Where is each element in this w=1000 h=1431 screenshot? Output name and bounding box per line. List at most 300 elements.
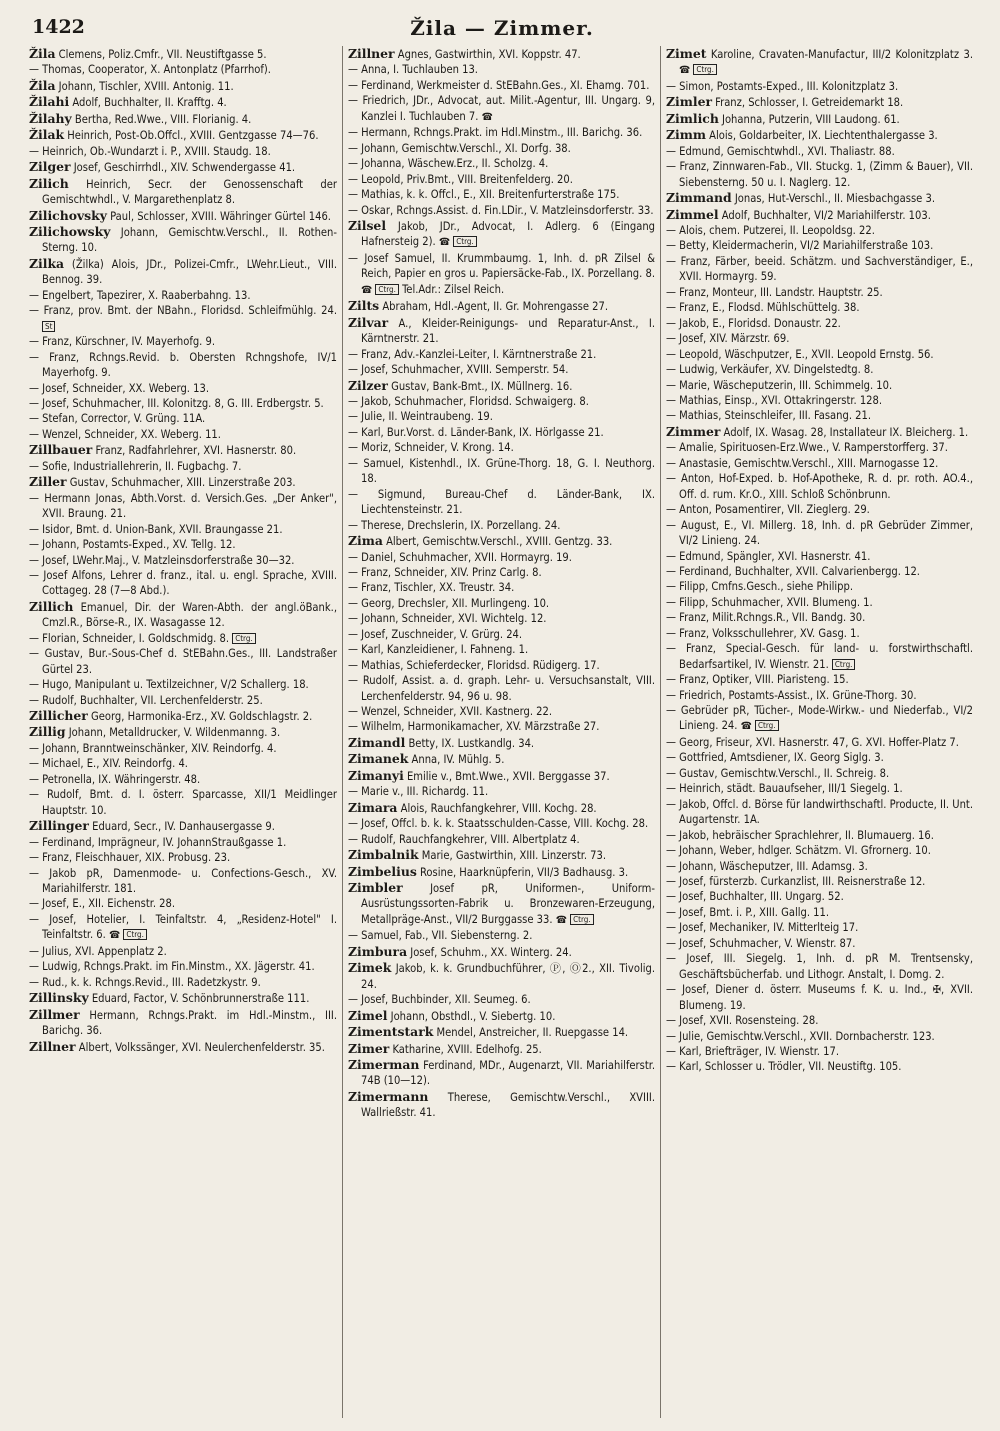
entry-surname: Zilzer [348, 377, 388, 393]
directory-entry [666, 111, 973, 127]
directory-entry [348, 487, 655, 518]
directory-entry [666, 440, 973, 455]
directory-entry [666, 982, 973, 1013]
entry-surname: Žilak [29, 127, 65, 143]
directory-entry [348, 315, 655, 347]
entry-text: Abraham, Hdl.-Agent, II. Gr. Mohrengasse 27. [379, 300, 609, 314]
directory-entry [348, 141, 655, 156]
entry-surname: Zilka [29, 255, 65, 271]
directory-entry [666, 347, 973, 362]
directory-entry [29, 959, 337, 974]
directory-entry [348, 580, 655, 595]
directory-entry [29, 756, 337, 771]
entry-text: — Thomas, Cooperator, X. Antonplatz (Pfarrhof). [29, 63, 271, 77]
entry-text: Clemens, Poliz.Cmfr., VII. Neustiftgasse 5. [55, 48, 267, 61]
directory-entry [29, 693, 337, 708]
entry-text: Franz, Schlosser, I. Getreidemarkt 18. [711, 96, 904, 110]
directory-entry [29, 62, 337, 77]
entry-surname: Zimer [348, 1040, 390, 1056]
directory-entry [29, 631, 337, 646]
telephone-icon: ☎ [481, 111, 493, 123]
entry-text: Paul, Schlosser, XVIII. Währinger Gürtel 146. [106, 209, 331, 223]
entry-surname: Zimmand [666, 190, 732, 206]
entry-text: Gustav, Bank-Bmt., IX. Müllnerg. 16. [387, 379, 573, 393]
directory-entry [348, 394, 655, 409]
entry-text: Betty, IX. Lustkandlg. 34. [405, 736, 535, 750]
entry-surname: Žila [29, 77, 56, 93]
entry-surname: Zimel [348, 1007, 388, 1023]
directory-entry [348, 362, 655, 377]
directory-entry [29, 159, 337, 175]
entry-surname: Zillinger [29, 818, 89, 834]
directory-entry [29, 144, 337, 159]
entry-text: — Simon, Postamts-Exped., III. Kolonitzplatz 3. [666, 79, 899, 93]
directory-entry [29, 568, 337, 599]
entry-surname: Zimmel [666, 206, 719, 222]
entry-text: — Franz, Special-Gesch. für land- u. forstwirthschaftl. Bedarfsartikel, IV. Wienstr. 21. [666, 642, 973, 671]
entry-text: — Rudolf, Rauchfangkehrer, VIII. Albertplatz 4. [348, 832, 580, 846]
entry-text: — Johann, Schneider, XVI. Wichtelg. 12. [348, 612, 547, 626]
entry-text: — Josef, Hotelier, I. Teinfaltstr. 4, „Residenz-Hotel" I. Teinfaltstr. 6. [29, 912, 337, 942]
directory-entry [348, 125, 655, 140]
directory-entry [666, 94, 973, 110]
entry-text: Josef pR, Uniformen-, Uniform-Ausrüstungssorten-Fabrik u. Bronzewaren-Erzeugung, Metallpräge-Anst., VII/2 Burggasse 33. [361, 882, 655, 926]
directory-entry [29, 975, 337, 990]
entry-text: — Franz, Färber, beeid. Schätzm. und Sachverständiger, E., XVII. Hormayrg. 59. [666, 254, 973, 284]
directory-entry [29, 411, 337, 426]
entry-text: Johann, Gemischtw.Verschl., II. Rothen-Sterng. 10. [42, 225, 337, 255]
entry-text: — Franz, Fleischhauer, XIX. Probusg. 23. [29, 851, 231, 865]
entry-text: — Filipp, Schuhmacher, XVII. Blumeng. 1. [666, 595, 873, 609]
entry-text: Jonas, Hut-Verschl., II. Miesbachgasse 3. [731, 192, 935, 206]
entry-text: — Hermann Jonas, Abth.Vorst. d. Versich.Ges. „Der Anker", XVII. Braung. 21. [29, 491, 337, 521]
phone-mark: Ctrg. [232, 633, 256, 644]
entry-text: — Julie, Gemischtw.Verschl., XVII. Dornbacherstr. 123. [666, 1029, 935, 1043]
directory-entry [29, 78, 337, 94]
directory-entry [666, 316, 973, 331]
entry-text: — Anton, Posamentirer, VII. Zieglerg. 29. [666, 503, 870, 517]
directory-entry [29, 303, 337, 334]
directory-entry [666, 456, 973, 471]
entry-surname: Zimandl [348, 734, 406, 750]
directory-entry [666, 207, 973, 223]
directory-entry [29, 818, 337, 834]
entry-text: — Betty, Kleidermacherin, VI/2 Mariahilferstraße 103. [666, 239, 934, 253]
entry-text: — Edmund, Gemischtwhdl., XVI. Thaliastr. 88. [666, 144, 895, 158]
directory-entry [348, 550, 655, 565]
entry-surname: Zimm [666, 127, 706, 143]
directory-entry [348, 1041, 655, 1057]
directory-entry [348, 960, 655, 992]
entry-text: — Gustav, Gemischtw.Verschl., II. Schreig. 8. [666, 766, 890, 780]
directory-entry [348, 673, 655, 704]
directory-entry [29, 381, 337, 396]
directory-entry [29, 553, 337, 568]
directory-entry [348, 533, 655, 549]
entry-surname: Zillmer [29, 1006, 80, 1022]
entry-text: — Josef, E., XII. Eichenstr. 28. [29, 897, 176, 911]
directory-entry [348, 93, 655, 125]
phone-mark: Ctrg. [755, 720, 779, 731]
entry-surname: Zilger [29, 159, 71, 175]
telephone-icon: ☎ [740, 721, 752, 733]
telephone-icon: ☎ [438, 237, 451, 249]
directory-entry [29, 646, 337, 677]
directory-entry [666, 408, 973, 423]
entry-text: — Julius, XVI. Appenplatz 2. [29, 944, 167, 958]
entry-text: — Karl, Kanzleidiener, I. Fahneng. 1. [348, 643, 529, 657]
entry-text: — Ferdinand, Werkmeister d. StEBahn.Ges., XI. Ehamg. 701. [348, 78, 650, 92]
phone-mark: Ctrg. [570, 914, 594, 925]
entry-text: — Karl, Briefträger, IV. Wienstr. 17. [666, 1045, 839, 1058]
entry-text: Adolf, Buchhalter, II. Krafftg. 4. [69, 96, 227, 110]
entry-text: — Oskar, Rchngs.Assist. d. Fin.LDir., V. Matzleinsdorferstr. 33. [348, 203, 654, 217]
entry-text: — Franz, Rchngs.Revid. b. Obersten Rchngshofe, IV/1 Mayerhofg. 9. [29, 350, 337, 380]
entry-text: Agnes, Gastwirthin, XVI. Koppstr. 47. [394, 48, 581, 61]
entry-text: — Filipp, Cmfns.Gesch., siehe Philipp. [666, 580, 853, 594]
entry-text: — August, E., VI. Millerg. 18, Inh. d. pR Gebrüder Zimmer, VI/2 Linieng. 24. [666, 518, 973, 548]
directory-entry [666, 518, 973, 549]
directory-entry [348, 347, 655, 362]
entry-text: — Marie v., III. Richardg. 11. [348, 785, 489, 799]
entry-surname: Zimentstark [348, 1024, 434, 1040]
directory-entry [29, 741, 337, 756]
directory-entry [29, 944, 337, 959]
entry-text: — Josef, LWehr.Maj., V. Matzleinsdorferstraße 30—32. [29, 553, 295, 567]
entry-surname: Žila [29, 46, 56, 61]
entry-text: — Franz, prov. Bmt. der NBahn., Floridsd. Schleifmühlg. 24. [29, 304, 337, 318]
directory-entry [348, 611, 655, 626]
entry-text: — Sofie, Industriallehrerin, II. Fugbachg. 7. [29, 459, 242, 473]
directory-entry [348, 156, 655, 171]
entry-surname: Zimlich [666, 110, 719, 126]
directory-entry [348, 1089, 655, 1121]
directory-entry [348, 768, 655, 784]
entry-text: — Stefan, Corrector, V. Grüng. 11A. [29, 412, 206, 426]
directory-entry [666, 843, 973, 858]
directory-entry [348, 627, 655, 642]
column-right [660, 46, 978, 1418]
entry-text: — Johanna, Wäschew.Erz., II. Scholzg. 4. [348, 157, 549, 171]
entry-text: — Johann, Postamts-Exped., XV. Tellg. 12. [29, 538, 236, 552]
entry-text: — Samuel, Kistenhdl., IX. Grüne-Thorg. 18, G. I. Neuthorg. 18. [348, 456, 655, 486]
entry-text: — Johann, Gemischtw.Verschl., XI. Dorfg. 38. [348, 141, 571, 155]
entry-surname: Zimbler [348, 880, 403, 896]
phone-mark: Ctrg. [832, 659, 856, 670]
directory-entry [29, 396, 337, 411]
entry-text: — Anton, Hof-Exped. b. Hof-Apotheke, R. d. pr. roth. AO.4., Off. d. rum. Kr.O., XIII. Schloß Schönbrunn. [666, 472, 973, 501]
entry-text: — Wenzel, Schneider, XX. Weberg. 11. [29, 427, 221, 441]
directory-entry [29, 427, 337, 442]
entry-surname: Zilts [348, 298, 380, 314]
directory-entry [29, 111, 337, 127]
entry-text: — Karl, Schlosser u. Trödler, VII. Neustiftg. 105. [666, 1060, 902, 1074]
directory-entry [348, 816, 655, 831]
directory-entry [29, 459, 337, 474]
entry-text: — Josef, III. Siegelg. 1, Inh. d. pR M. Trentsensky, Geschäftsbücherfab. und Lithogr. Anstalt, I. Domg. 2. [666, 952, 973, 981]
directory-entry [29, 912, 337, 944]
entry-text: Johann, Obsthdl., V. Siebertg. 10. [387, 1009, 556, 1023]
directory-entry [348, 642, 655, 657]
entry-text: — Gebrüder pR, Tücher-, Mode-Wirkw.- und Niederfab., VI/2 Linieng. 24. [666, 704, 973, 733]
directory-entry [348, 784, 655, 799]
entry-surname: Zimet [666, 46, 707, 61]
directory-entry [348, 518, 655, 533]
entry-text: Adolf, IX. Wasag. 28, Installateur IX. Bleicherg. 1. [720, 425, 969, 439]
entry-surname: Zilvar [348, 314, 389, 330]
entry-text: — Mathias, Steinschleifer, III. Fasang. 21. [666, 409, 872, 423]
directory-entry [29, 990, 337, 1006]
phone-mark: Ctrg. [123, 929, 147, 940]
entry-text: — Johann, Weber, hdlger. Schätzm. VI. Gfrornerg. 10. [666, 844, 931, 858]
entry-text: — Therese, Drechslerin, IX. Porzellang. 24. [348, 518, 561, 532]
directory-entry [666, 750, 973, 765]
directory-entry [666, 797, 973, 828]
entry-text: Heinrich, Secr. der Genossenschaft der Gemischtwhdl., V. Margarethenplatz 8. [42, 177, 337, 207]
entry-text: Alois, Goldarbeiter, IX. Liechtenthalergasse 3. [705, 129, 938, 143]
entry-text: Eduard, Secr., IV. Danhausergasse 9. [88, 820, 275, 834]
entry-text: — Josef, Mechaniker, IV. Mitterlteig 17. [666, 921, 859, 935]
entry-text: — Alois, chem. Putzerei, II. Leopoldsg. 22. [666, 223, 875, 237]
directory-entry [666, 889, 973, 904]
directory-entry [666, 641, 973, 672]
entry-surname: Ziller [29, 474, 67, 490]
directory-entry [348, 880, 655, 928]
entry-text: — Franz, Milit.Rchngs.R., VII. Bandg. 30. [666, 611, 866, 625]
directory-entry [29, 208, 337, 224]
entry-text: — Karl, Bur.Vorst. d. Länder-Bank, IX. Hörlgasse 21. [348, 425, 604, 439]
directory-entry [666, 300, 973, 315]
entry-text: Eduard, Factor, V. Schönbrunnerstraße 111. [88, 992, 310, 1006]
entry-text: — Georg, Drechsler, XII. Murlingeng. 10. [348, 596, 550, 610]
entry-text: — Leopold, Priv.Bmt., VIII. Breitenfelderg. 20. [348, 172, 573, 186]
entry-text: Emanuel, Dir. der Waren-Abth. der angl.öBank., Cmzl.R., Börse-R., IX. Wasagasse 12. [42, 600, 337, 630]
directory-entry [348, 172, 655, 187]
entry-text: — Isidor, Bmt. d. Union-Bank, XVII. Braungasse 21. [29, 522, 283, 536]
directory-entry [348, 456, 655, 487]
entry-text: — Josef, XVII. Rosensteing. 28. [666, 1014, 819, 1028]
entry-text: — Hugo, Manipulant u. Textilzeichner, V/2 Schallerg. 18. [29, 678, 309, 692]
directory-entry [666, 874, 973, 889]
entry-text: — Mathias, k. k. Offcl., E., XII. Breitenfurterstraße 175. [348, 188, 620, 202]
entry-text: — Franz, Schneider, XIV. Prinz Carlg. 8. [348, 565, 542, 579]
entry-text: — Ferdinand, Imprägneur, IV. JohannStraußgasse 1. [29, 835, 287, 849]
directory-entry [666, 238, 973, 253]
entry-text: — Rudolf, Buchhalter, VII. Lerchenfelderstr. 25. [29, 693, 263, 707]
directory-entry [666, 936, 973, 951]
entry-text: — Josef, Schuhmacher, III. Kolonitzg. 8, G. III. Erdbergstr. 5. [29, 396, 324, 410]
entry-text: — Franz, Adv.-Kanzlei-Leiter, I. Kärntnerstraße 21. [348, 347, 597, 361]
entry-surname: Zillner [29, 1038, 76, 1054]
entry-text: — Gustav, Bur.-Sous-Chef d. StEBahn.Ges., III. Landstraßer Gürtel 23. [29, 647, 337, 676]
entry-text: Bertha, Red.Wwe., VIII. Florianig. 4. [71, 112, 252, 126]
entry-surname: Zimmer [666, 423, 721, 439]
entry-text: Mendel, Anstreicher, II. Ruepgasse 14. [433, 1026, 629, 1040]
directory-entry [666, 905, 973, 920]
directory-entry [348, 62, 655, 77]
directory-entry [29, 256, 337, 288]
entry-text: — Franz, E., Flodsd. Mühlschüttelg. 38. [666, 301, 860, 315]
directory-entry [666, 424, 973, 440]
entry-text: — Julie, II. Weintraubeng. 19. [348, 410, 493, 424]
entry-surname: Zillbauer [29, 442, 93, 458]
directory-entry [348, 78, 655, 93]
entry-text: Emilie v., Bmt.Wwe., XVII. Berggasse 37. [403, 769, 610, 783]
directory-entry [29, 772, 337, 787]
directory-entry [29, 474, 337, 490]
entry-text: — Josef, Diener d. österr. Museums f. K. u. Ind., ✠, XVII. Blumeng. 19. [666, 983, 973, 1012]
directory-entry [348, 409, 655, 424]
directory-entry [666, 579, 973, 594]
entry-text: Johanna, Putzerin, VIII Laudong. 61. [718, 112, 900, 126]
entry-text: — Daniel, Schuhmacher, XVII. Hormayrg. 19. [348, 550, 572, 564]
directory-entry [666, 285, 973, 300]
directory-entry [348, 251, 655, 298]
entry-text: — Samuel, Fab., VII. Siebensterng. 2. [348, 929, 533, 943]
directory-entry [348, 735, 655, 751]
entry-text: — Heinrich, Ob.-Wundarzt i. P., XVIII. Staudg. 18. [29, 144, 271, 158]
entry-text: — Jakob, Offcl. d. Börse für landwirthschaftl. Producte, II. Unt. Augartenstr. 1A. [666, 797, 973, 827]
entry-text: — Ludwig, Rchngs.Prakt. im Fin.Minstm., XX. Jägerstr. 41. [29, 960, 315, 974]
entry-text: Therese, Gemischtw.Verschl., XVIII. Wallrießstr. 41. [361, 1090, 655, 1120]
directory-entry [348, 203, 655, 218]
entry-text: — Rudolf, Assist. a. d. graph. Lehr- u. Versuchsanstalt, VIII. Lerchenfelderstr. 94, 96 u. 98. [348, 674, 655, 703]
directory-entry [29, 176, 337, 208]
entry-text: — Franz, Kürschner, IV. Mayerhofg. 9. [29, 335, 216, 349]
entry-surname: Žilahy [29, 110, 72, 126]
directory-entry [666, 471, 973, 502]
phone-mark: St [42, 321, 55, 332]
entry-text: — Moriz, Schneider, V. Krong. 14. [348, 441, 514, 455]
entry-text: — Jakob, hebräischer Sprachlehrer, II. Blumauerg. 16. [666, 828, 934, 842]
entry-surname: Zillner [348, 46, 395, 61]
telephone-icon: ☎ [679, 65, 691, 77]
directory-entry [29, 1039, 337, 1055]
entry-surname: Zillig [29, 724, 66, 740]
entry-text: — Franz, Optiker, VIII. Piaristeng. 15. [666, 673, 849, 687]
entry-text: — Amalie, Spirituosen-Erz.Wwe., V. Ramperstorfferg. 37. [666, 441, 948, 455]
directory-columns [24, 46, 980, 1418]
directory-entry [666, 46, 973, 79]
directory-entry [348, 800, 655, 816]
directory-entry [666, 331, 973, 346]
entry-text: — Franz, Volksschullehrer, XV. Gasg. 1. [666, 626, 860, 640]
directory-entry [666, 254, 973, 285]
phone-mark: Ctrg. [453, 236, 477, 247]
directory-entry [666, 688, 973, 703]
phone-mark: Ctrg. [693, 64, 717, 75]
directory-entry [666, 362, 973, 377]
directory-entry [29, 491, 337, 522]
entry-surname: Zimermann [348, 1088, 429, 1104]
entry-text: — Hermann, Rchngs.Prakt. im Hdl.Minstm., III. Barichg. 36. [348, 126, 643, 140]
directory-entry [666, 502, 973, 517]
entry-text: Gustav, Schuhmacher, XIII. Linzerstraße 203. [66, 476, 296, 490]
entry-text: — Gottfried, Amtsdiener, IX. Georg Siglg. 3. [666, 751, 884, 765]
entry-text: — Jakob, E., Floridsd. Donaustr. 22. [666, 316, 841, 330]
entry-text: — Wenzel, Schneider, XVII. Kastnerg. 22. [348, 705, 553, 719]
directory-entry [666, 564, 973, 579]
directory-entry [348, 1024, 655, 1040]
entry-surname: Zimerman [348, 1057, 420, 1072]
entry-text: — Johann, Branntweinschänker, XIV. Reindorfg. 4. [29, 741, 277, 755]
entry-surname: Zimara [348, 799, 398, 815]
entry-surname: Zimanyi [348, 767, 404, 783]
entry-text: — Anastasie, Gemischtw.Verschl., XIII. Marnogasse 12. [666, 456, 939, 470]
directory-entry [29, 1007, 337, 1039]
entry-text: — Mathias, Schieferdecker, Floridsd. Rüdigerg. 17. [348, 658, 600, 672]
directory-entry [666, 735, 973, 750]
entry-text: — Heinrich, städt. Bauaufseher, III/1 Siegelg. 1. [666, 782, 903, 796]
directory-entry [666, 393, 973, 408]
entry-surname: Zimanek [348, 751, 409, 767]
directory-entry [29, 94, 337, 110]
entry-surname: Zillinsky [29, 990, 89, 1006]
entry-text: Adolf, Buchhalter, VI/2 Mariahilferstr. 103. [718, 208, 931, 222]
directory-entry [348, 46, 655, 62]
directory-entry [666, 828, 973, 843]
directory-entry [666, 1029, 973, 1044]
entry-extra: Tel.Adr.: Zilsel Reich. [398, 282, 505, 296]
directory-entry [348, 992, 655, 1007]
entry-text: Anna, IV. Mühlg. 5. [408, 753, 505, 767]
directory-entry [666, 703, 973, 735]
directory-entry [348, 719, 655, 734]
entry-text: Rosine, Haarknüpferin, VII/3 Badhausg. 3. [416, 865, 629, 879]
entry-text: — Ludwig, Verkäufer, XV. Dingelstedtg. 8. [666, 363, 874, 377]
entry-text: — Josef Alfons, Lehrer d. franz., ital. u. engl. Sprache, XVIII. Cottageg. 28 (7—8 Abd.). [29, 568, 337, 598]
entry-text: — Rudolf, Bmt. d. I. österr. Sparcasse, XII/1 Meidlinger Hauptstr. 10. [29, 788, 337, 817]
page-header [26, 16, 978, 44]
entry-surname: Zillich [29, 598, 74, 614]
entry-text: — Rud., k. k. Rchngs.Revid., III. Radetzkystr. 9. [29, 975, 261, 989]
directory-entry [29, 224, 337, 256]
entry-text: — Johann, Wäscheputzer, III. Adamsg. 3. [666, 859, 868, 873]
directory-entry [666, 1059, 973, 1074]
directory-entry [666, 859, 973, 874]
directory-entry [348, 1008, 655, 1024]
entry-text: — Josef, Schuhmacher, V. Wienstr. 87. [666, 936, 856, 950]
entry-text: — Mathias, Einsp., XVI. Ottakringerstr. 128. [666, 393, 883, 407]
entry-text: — Friedrich, Postamts-Assist., IX. Grüne-Thorg. 30. [666, 688, 917, 702]
telephone-icon: ☎ [555, 914, 567, 926]
directory-entry [666, 190, 973, 206]
directory-entry [29, 46, 337, 62]
directory-entry [348, 596, 655, 611]
telephone-icon: ☎ [108, 930, 121, 942]
directory-entry [29, 850, 337, 865]
directory-entry [666, 672, 973, 687]
entry-surname: Zimler [666, 94, 712, 110]
entry-surname: Zimek [348, 960, 392, 976]
entry-text: — Engelbert, Tapezirer, X. Raaberbahng. 13. [29, 288, 251, 302]
column-left [24, 46, 342, 1418]
directory-entry [666, 951, 973, 982]
entry-text: Albert, Volkssänger, XVI. Neulerchenfelderstr. 35. [75, 1040, 325, 1054]
entry-text: (Žilka) Alois, JDr., Polizei-Cmfr., LWehr.Lieut., VIII. Bennog. 39. [42, 257, 337, 287]
entry-text: — Marie, Wäscheputzerin, III. Schimmelg. 10. [666, 378, 893, 392]
entry-surname: Zilich [29, 175, 69, 191]
directory-entry [348, 704, 655, 719]
running-head: Žila — Zimmer. [410, 16, 594, 40]
directory-entry [348, 298, 655, 314]
entry-text: Ferdinand, MDr., Augenarzt, VII. Mariahilferstr. 74B (10—12). [361, 1059, 655, 1088]
column-middle [342, 46, 660, 1418]
directory-entry [29, 127, 337, 143]
entry-surname: Zimbelius [348, 863, 417, 879]
entry-text: — Josef, XIV. Märzstr. 69. [666, 332, 790, 346]
directory-entry [666, 144, 973, 159]
